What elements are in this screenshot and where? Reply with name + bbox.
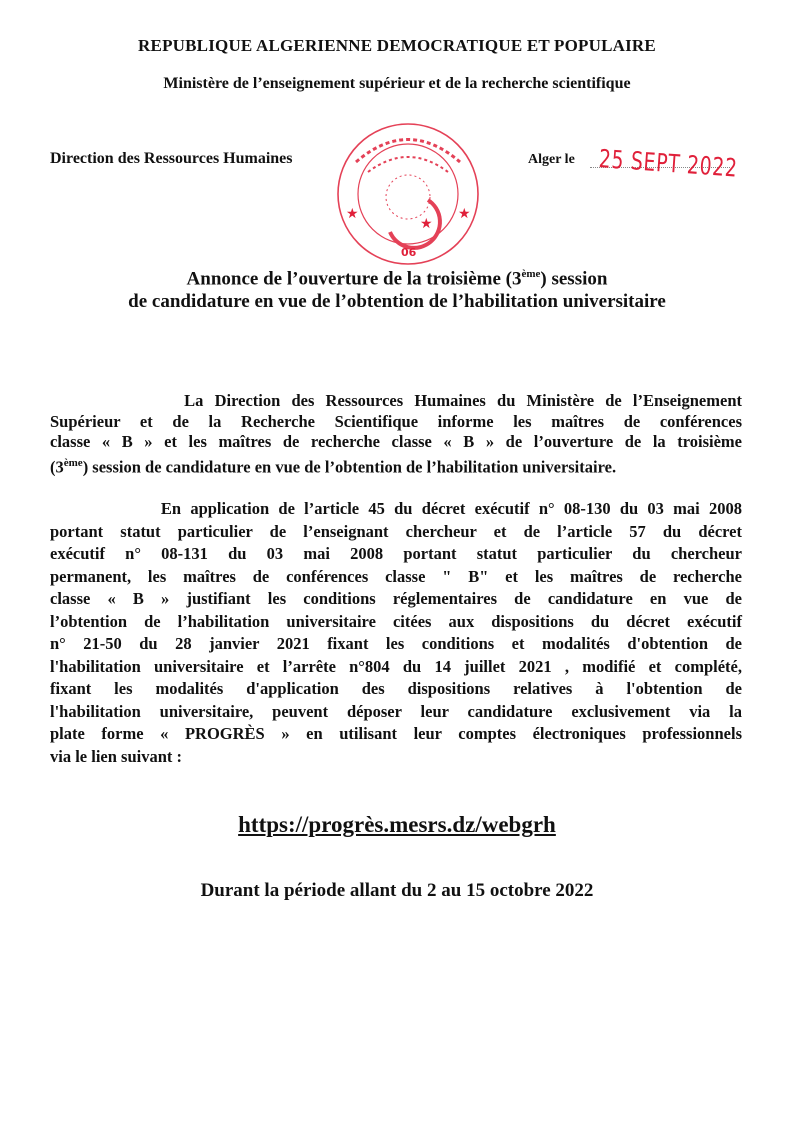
star-icon: ★ bbox=[346, 206, 359, 222]
paragraph-line: permanent, les maîtres de conférences classe " B" et les maîtres de recherche bbox=[50, 566, 742, 586]
seal-emblem bbox=[386, 175, 430, 219]
title-text: ) session bbox=[540, 268, 608, 290]
title-text: Annonce de l’ouverture de la troisième (3 bbox=[186, 268, 522, 290]
paragraph-line: exécutif n° 08-131 du 03 mai 2008 portant statut particulier du chercheur bbox=[50, 544, 742, 563]
paragraph-line: La Direction des Ressources Humaines du Ministère de l’Enseignement bbox=[50, 391, 742, 410]
paragraph-line: classe « B » justifiant les conditions réglementaires de candidature en vue de bbox=[50, 589, 742, 608]
superscript: ème bbox=[63, 456, 83, 469]
place-label: Alger le bbox=[528, 152, 575, 167]
paragraph-line: En application de l’article 45 du décret exécutif n° 08-130 du 03 mai 2008 bbox=[50, 499, 742, 518]
platform-link[interactable] bbox=[0, 812, 794, 838]
country-heading: REPUBLIQUE ALGERIENNE DEMOCRATIQUE ET POPULAIRE bbox=[138, 36, 656, 55]
paragraph-line bbox=[50, 453, 742, 474]
paragraph-line: n° 21-50 du 28 janvier 2021 fixant les conditions et modalités d'obtention de bbox=[50, 634, 742, 653]
seal-outer-ring bbox=[338, 124, 478, 264]
title-superscript: ème bbox=[521, 268, 541, 280]
paragraph-line: classe « B » et les maîtres de recherche classe « B » de l’ouverture de la troisième bbox=[50, 432, 742, 451]
ministry-heading: Ministère de l’enseignement supérieur et de la recherche scientifique bbox=[163, 75, 631, 92]
seal-number: 06 bbox=[401, 246, 417, 259]
text: ) session de candidature en vue de l’obtention de l’habilitation universitaire. bbox=[82, 457, 617, 476]
intro-paragraph bbox=[50, 391, 742, 476]
seal-inner-ring bbox=[358, 144, 458, 244]
star-icon: ★ bbox=[420, 216, 433, 232]
paragraph-line: l'habilitation universitaire et l’arrête n°804 du 14 juillet 2021 , modifié et complété, bbox=[50, 656, 742, 676]
official-seal-stamp bbox=[328, 122, 488, 268]
star-icon: ★ bbox=[458, 206, 471, 222]
direction-label: Direction des Ressources Humaines bbox=[50, 150, 293, 167]
seal-arabic-lettering bbox=[356, 140, 460, 163]
platform-link-text[interactable]: https://progrès.mesrs.dz/webgrh bbox=[238, 812, 556, 837]
conditions-paragraph bbox=[50, 498, 742, 768]
paragraph-line: Supérieur et de la Recherche Scientifique informe les maîtres de conférences bbox=[50, 411, 742, 431]
paragraph-line: portant statut particulier de l’enseignant chercheur et de l’article 57 du décret bbox=[50, 521, 742, 541]
paragraph-line: via le lien suivant : bbox=[50, 746, 183, 766]
text: (3 bbox=[50, 457, 64, 476]
application-period: Durant la période allant du 2 au 15 octobre 2022 bbox=[200, 880, 594, 901]
announcement-title-line2: de candidature en vue de l’obtention de l’habilitation universitaire bbox=[128, 291, 666, 312]
paragraph-line: l’obtention de l’habilitation universitaire citées aux dispositions du décret exécutif bbox=[50, 611, 742, 631]
paragraph-line: fixant les modalités d'application des dispositions relatives à l'obtention de bbox=[50, 679, 742, 698]
announcement-title-line1 bbox=[0, 268, 794, 290]
paragraph-line: l'habilitation universitaire, peuvent déposer leur candidature exclusivement via la bbox=[50, 701, 742, 721]
date-stamp: 25 SEPT 2022 bbox=[597, 144, 739, 183]
paragraph-line: plate forme « PROGRÈS » en utilisant leur comptes électroniques professionnels bbox=[50, 724, 742, 743]
seal-inner-lettering bbox=[368, 157, 448, 172]
